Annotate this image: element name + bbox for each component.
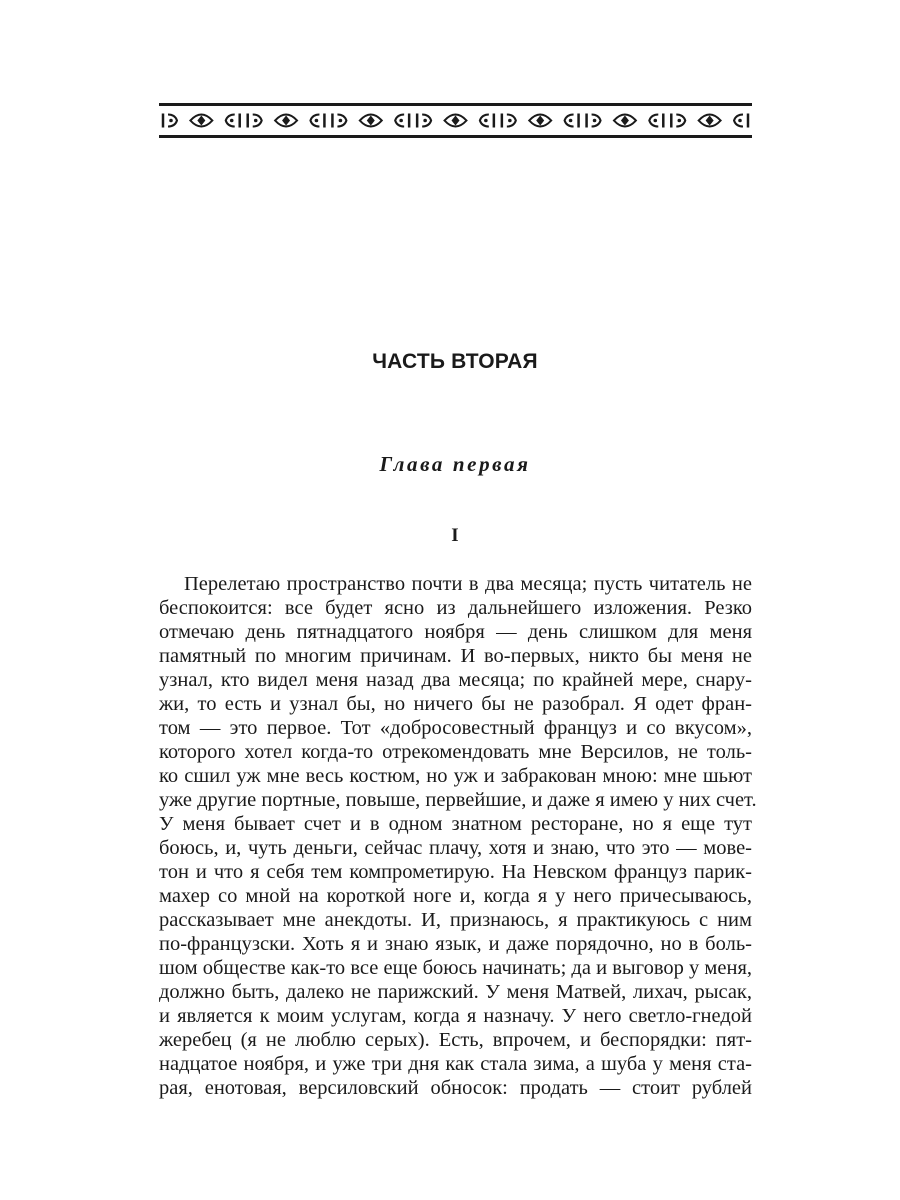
paragraph-line: памятный по многим причинам. И во-первых, никто бы меня не xyxy=(159,645,752,667)
paragraph-line: У меня бывает счет и в одном знатном ресторане, но я еще тут xyxy=(159,813,752,835)
paragraph-line: ко сшил уж мне весь костюм, но уж и забракован мною: мне шьют xyxy=(159,765,752,787)
paragraph-line: Перелетаю пространство почти в два месяца; пусть читатель не xyxy=(184,573,752,595)
body-paragraph xyxy=(159,572,757,1100)
paragraph-line: рассказывает мне анекдоты. И, признаюсь, я практикуюсь с ним xyxy=(159,909,752,931)
paragraph-line: рая, енотовая, версиловский обносок: продать — стоит рублей xyxy=(159,1077,752,1099)
decorative-border-ornament xyxy=(159,103,752,138)
paragraph-line: отмечаю день пятнадцатого ноября — день слишком для меня xyxy=(159,621,752,643)
paragraph-line: которого хотел когда-то отрекомендовать мне Версилов, не толь- xyxy=(159,741,752,763)
paragraph-line: тон и что я себя тем компрометирую. На Невском француз парик- xyxy=(159,861,752,883)
ornament-pattern-icon xyxy=(159,106,752,135)
chapter-title: Глава первая xyxy=(379,452,531,476)
part-title: ЧАСТЬ ВТОРАЯ xyxy=(372,350,538,373)
paragraph-line: шом обществе как-то все еще боюсь начинать; да и выговор у меня, xyxy=(159,957,752,979)
paragraph-line: жи, то есть и узнал бы, но ничего бы не разобрал. Я одет фран- xyxy=(159,693,752,715)
paragraph-line: узнал, кто видел меня назад два месяца; по крайней мере, снару- xyxy=(159,669,752,691)
paragraph-line: жеребец (я не люблю серых). Есть, впрочем, и беспорядки: пят- xyxy=(159,1029,752,1051)
paragraph-line: беспокоится: все будет ясно из дальнейшего изложения. Резко xyxy=(159,597,752,619)
paragraph-line: махер со мной на короткой ноге и, когда я у него причесываюсь, xyxy=(159,885,752,907)
paragraph-line: должно быть, далеко не парижский. У меня Матвей, лихач, рысак, xyxy=(159,981,752,1003)
paragraph-line: надцатое ноября, и уже три дня как стала зима, а шуба у меня ста- xyxy=(159,1053,752,1075)
paragraph-line: и является к моим услугам, когда я назначу. У него светло-гнедой xyxy=(159,1005,752,1027)
paragraph-line: по-французски. Хоть я и знаю язык, и даже порядочно, но в боль- xyxy=(159,933,752,955)
paragraph-line: боюсь, и, чуть деньги, сейчас плачу, хотя и знаю, что это — мове- xyxy=(159,837,752,859)
section-number: I xyxy=(451,525,459,546)
paragraph-line: уже другие портные, повыше, первейшие, и даже я имею у них счет. xyxy=(159,789,757,811)
paragraph-line: том — это первое. Тот «добросовестный француз и со вкусом», xyxy=(159,717,752,739)
